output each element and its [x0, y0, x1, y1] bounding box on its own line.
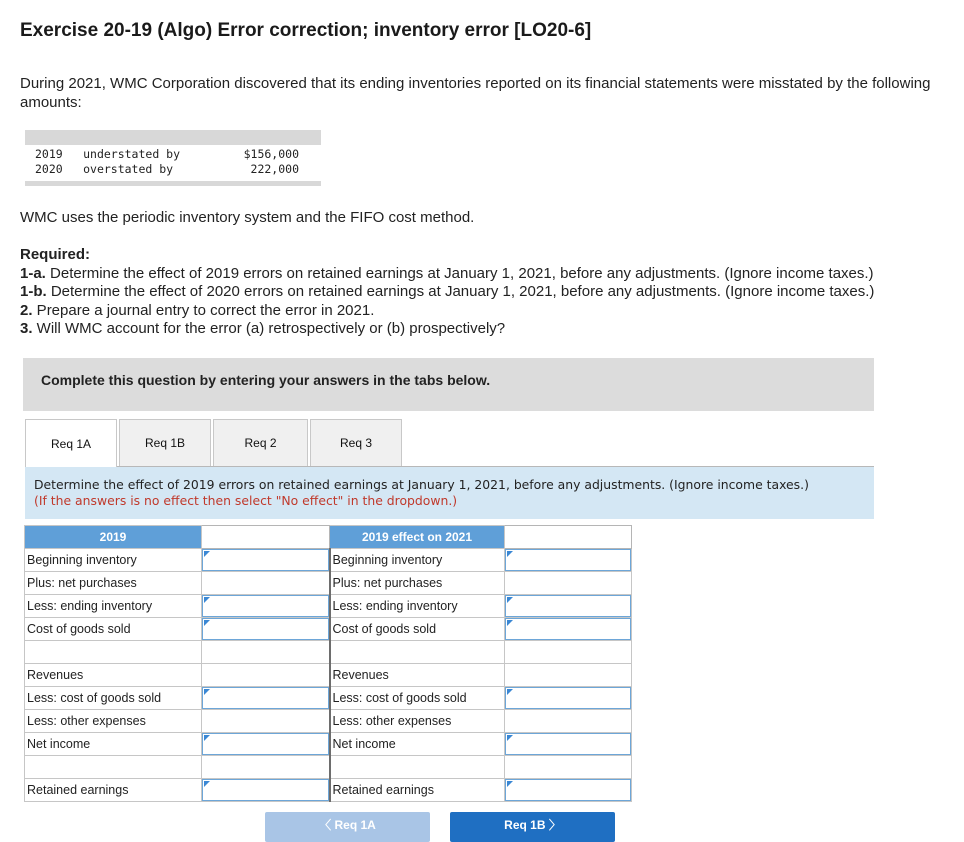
requirement-tabs: [25, 419, 404, 467]
worksheet-row: [25, 779, 632, 802]
misstatement-desc: understated by: [83, 147, 181, 161]
right-amount-cell: [505, 641, 632, 664]
worksheet-row: [25, 733, 632, 756]
periodic-system-text: WMC uses the periodic inventory system and the FIFO cost method.: [20, 209, 475, 226]
required-item: 3. Will WMC account for the error (a) retrospectively or (b) prospectively?: [20, 320, 506, 337]
right-amount-cell: [505, 572, 632, 595]
left-row-label: Revenues: [25, 664, 202, 687]
right-row-label: Less: cost of goods sold: [330, 687, 505, 710]
right-row-label: Less: other expenses: [330, 710, 505, 733]
worksheet-row: [25, 664, 632, 687]
left-row-label: Less: other expenses: [25, 710, 202, 733]
worksheet-row: [25, 549, 632, 572]
worksheet-row: [25, 710, 632, 733]
worksheet-row: [25, 572, 632, 595]
left-row-label: Beginning inventory: [25, 549, 202, 572]
tab-req-2[interactable]: Req 2: [213, 419, 308, 466]
left-row-label: Cost of goods sold: [25, 618, 202, 641]
right-row-label: Less: ending inventory: [330, 595, 505, 618]
right-effect-dropdown[interactable]: [505, 733, 632, 756]
instruction-text: Determine the effect of 2019 errors on retained earnings at January 1, 2021, before any adjustments. (Ignore income taxes.): [34, 477, 809, 492]
misstatement-year: 2019: [35, 147, 63, 161]
left-amount-cell: [202, 710, 330, 733]
right-amount-cell: [505, 664, 632, 687]
right-column-header: 2019 effect on 2021: [330, 526, 505, 549]
right-row-label: Plus: net purchases: [330, 572, 505, 595]
required-heading: Required:: [20, 246, 91, 263]
left-row-label: Less: ending inventory: [25, 595, 202, 618]
worksheet-row: [25, 595, 632, 618]
left-effect-dropdown[interactable]: [202, 549, 330, 572]
required-item: 1-a. Determine the effect of 2019 errors on retained earnings at January 1, 2021, before any adjustments. (Ignore income taxes.): [20, 264, 874, 282]
left-row-label: [25, 641, 202, 664]
complete-question-text: Complete this question by entering your answers in the tabs below.: [41, 372, 491, 388]
right-effect-dropdown[interactable]: [505, 779, 632, 802]
prev-req-button[interactable]: 〈 Req 1A: [265, 812, 430, 842]
left-effect-dropdown[interactable]: [202, 618, 330, 641]
left-amount-cell: [202, 572, 330, 595]
worksheet-row: [25, 618, 632, 641]
left-effect-dropdown[interactable]: [202, 779, 330, 802]
left-row-label: Retained earnings: [25, 779, 202, 802]
left-row-label: Plus: net purchases: [25, 572, 202, 595]
instruction-box: [25, 467, 874, 519]
left-amount-cell: [202, 641, 330, 664]
required-item: 1-b. Determine the effect of 2020 errors on retained earnings at January 1, 2021, before any adjustments. (Ignore income taxes.): [20, 283, 875, 300]
tab-req-1a[interactable]: Req 1A: [25, 419, 117, 467]
right-row-label: [330, 756, 505, 779]
effect-worksheet: [24, 525, 632, 802]
misstatement-row: [25, 138, 321, 163]
left-effect-dropdown[interactable]: [202, 595, 330, 618]
misstatement-year: 2020: [35, 162, 63, 176]
worksheet-header-row: [25, 526, 632, 549]
misstatement-amount: $156,000: [243, 147, 299, 161]
right-amount-cell: [505, 756, 632, 779]
right-effect-dropdown[interactable]: [505, 687, 632, 710]
left-row-label: Net income: [25, 733, 202, 756]
required-section: [20, 246, 950, 339]
right-row-label: Beginning inventory: [330, 549, 505, 572]
misstatement-table: [25, 130, 321, 186]
right-row-label: Cost of goods sold: [330, 618, 505, 641]
tab-req-1b[interactable]: Req 1B: [119, 419, 211, 466]
left-effect-dropdown[interactable]: [202, 733, 330, 756]
next-req-button[interactable]: Req 1B 〉: [450, 812, 615, 842]
right-effect-dropdown[interactable]: [505, 549, 632, 572]
complete-question-banner: [23, 358, 874, 411]
right-row-label: Net income: [330, 733, 505, 756]
left-column-header: 2019: [25, 526, 202, 549]
left-row-label: Less: cost of goods sold: [25, 687, 202, 710]
worksheet-row: [25, 756, 632, 779]
required-item: 2. Prepare a journal entry to correct the error in 2021.: [20, 301, 375, 319]
misstatement-amount: 222,000: [250, 162, 299, 176]
left-amount-cell: [202, 756, 330, 779]
left-effect-dropdown[interactable]: [202, 687, 330, 710]
right-effect-dropdown[interactable]: [505, 595, 632, 618]
right-effect-dropdown[interactable]: [505, 618, 632, 641]
misstatement-row: [25, 162, 321, 184]
misstatement-desc: overstated by: [83, 162, 174, 176]
intro-text: During 2021, WMC Corporation discovered that its ending inventories reported on its financial statements were misstated by the following amounts:: [20, 75, 931, 111]
right-row-label: Revenues: [330, 664, 505, 687]
left-amount-cell: [202, 664, 330, 687]
worksheet-row: [25, 641, 632, 664]
worksheet-row: [25, 687, 632, 710]
instruction-note: (If the answers is no effect then select "No effect" in the dropdown.): [34, 493, 458, 508]
left-row-label: [25, 756, 202, 779]
right-row-label: [330, 641, 505, 664]
right-input-header: [505, 526, 632, 549]
tab-req-3[interactable]: Req 3: [310, 419, 402, 466]
right-amount-cell: [505, 710, 632, 733]
left-input-header: [202, 526, 330, 549]
navigation-buttons: [0, 812, 964, 832]
right-row-label: Retained earnings: [330, 779, 505, 802]
exercise-title: Exercise 20-19 (Algo) Error correction; inventory error [LO20-6]: [20, 20, 592, 41]
